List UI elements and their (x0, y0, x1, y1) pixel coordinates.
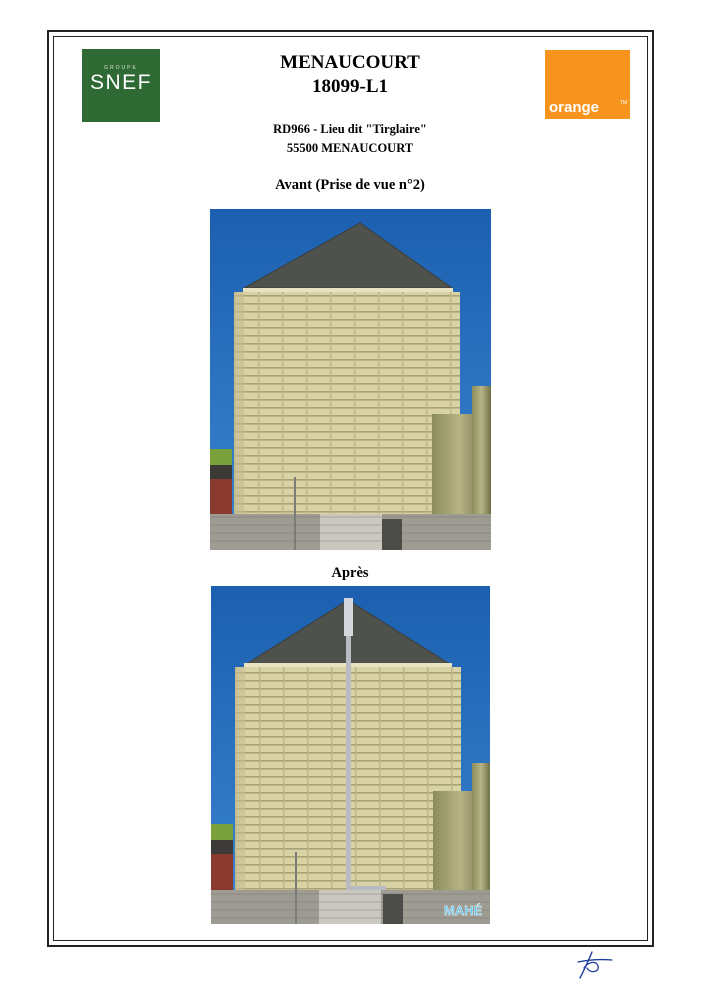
before-photo-caption: Avant (Prise de vue n°2) (275, 177, 425, 193)
snef-logo-wordmark: SNEF (89, 71, 152, 94)
orange-logo-wordmark: orange (549, 99, 600, 116)
signature-mark (574, 948, 614, 982)
orange-logo (545, 50, 630, 119)
orange-logo-trademark: TM (619, 100, 627, 106)
snef-logo-subtitle: GROUPE (104, 65, 138, 71)
after-photo (211, 586, 490, 924)
address-line-1: RD966 - Lieu dit "Tirglaire" (273, 122, 427, 136)
site-title: MENAUCOURT (280, 52, 420, 73)
address-line-2: 55500 MENAUCOURT (286, 141, 414, 155)
site-code: 18099-L1 (312, 76, 388, 97)
after-photo-caption: Après (331, 565, 369, 581)
before-photo (210, 209, 491, 550)
snef-logo (82, 49, 160, 122)
photo-watermark: MAHÉ (444, 903, 483, 918)
